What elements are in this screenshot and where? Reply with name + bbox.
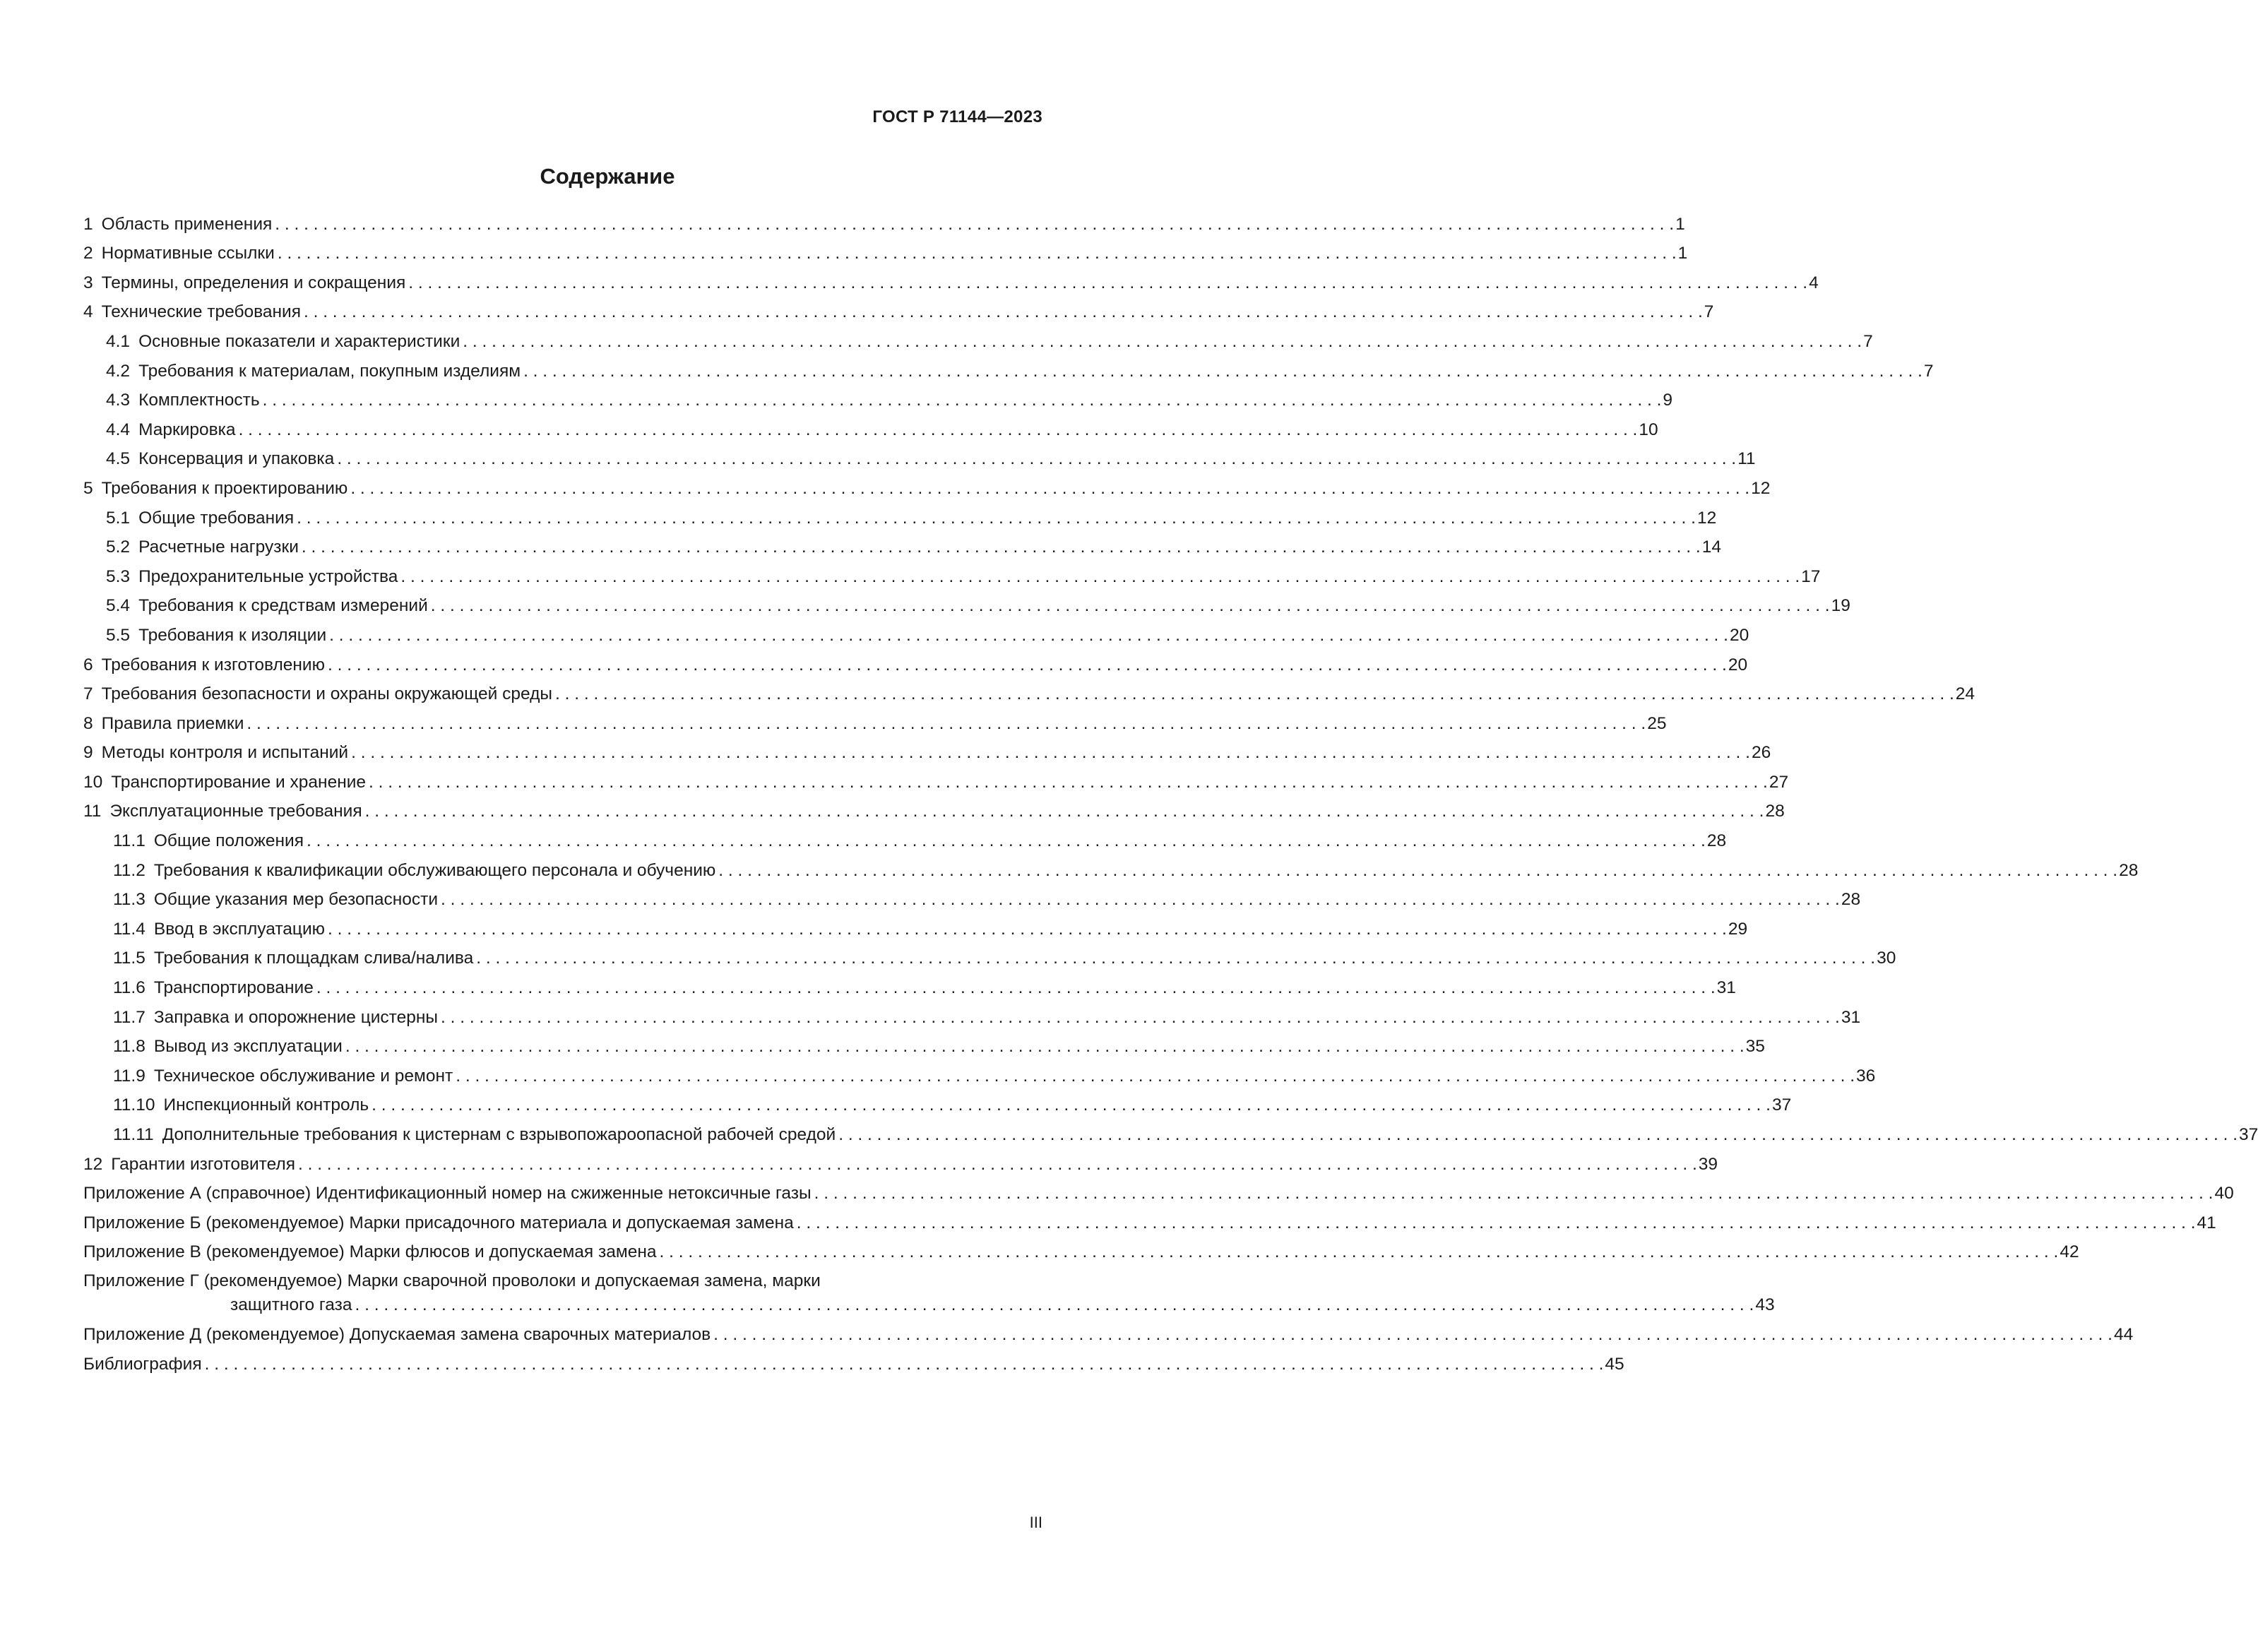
toc-page-number: 25 — [1647, 713, 1667, 733]
toc-page-number: 42 — [2060, 1242, 2079, 1262]
toc-row[interactable] — [83, 1146, 1718, 1175]
toc-row[interactable] — [83, 352, 1934, 382]
toc-row[interactable] — [83, 588, 1850, 617]
toc-page-number: 7 — [1923, 361, 1934, 381]
toc-entry-text — [83, 801, 365, 822]
toc-entry-text — [83, 1213, 797, 1234]
dot-leader — [718, 860, 2117, 881]
toc-row[interactable] — [83, 441, 1756, 470]
toc-page-number: 27 — [1769, 772, 1789, 792]
section-title: Вывод из эксплуатации — [153, 1037, 343, 1057]
toc-entry-text — [113, 860, 718, 881]
toc-row[interactable] — [83, 881, 1861, 911]
toc-row[interactable] — [83, 558, 1821, 588]
section-title: Правила приемки — [101, 713, 244, 733]
section-title: Общие требования — [138, 508, 295, 528]
dot-leader — [304, 302, 1703, 323]
toc-page-number: 41 — [2197, 1213, 2216, 1232]
toc-page-number: 37 — [1771, 1095, 1792, 1115]
appendix-title: Приложение Б (рекомендуемое) Марки присадочного материала и допускаемая замена — [83, 1213, 794, 1232]
section-title: Требования к изоляции — [138, 625, 327, 645]
appendix-title-line1: Приложение Г (рекомендуемое) Марки сварочной проволоки и допускаемая замена, марки — [83, 1271, 821, 1291]
toc-page-number: 28 — [2119, 860, 2139, 880]
toc-row[interactable] — [83, 793, 1785, 823]
section-number: 8 — [83, 713, 93, 733]
toc-row[interactable] — [83, 676, 1975, 706]
section-title: Методы контроля и испытаний — [101, 743, 349, 763]
toc-page-number: 29 — [1728, 919, 1748, 939]
toc-entry-text — [83, 478, 350, 499]
section-title: Маркировка — [138, 420, 236, 439]
section-title: Нормативные ссылки — [101, 244, 275, 263]
toc-row[interactable] — [83, 940, 1896, 970]
section-title: Расчетные нагрузки — [138, 537, 299, 557]
toc-entry-text — [106, 390, 263, 411]
dot-leader — [263, 390, 1662, 411]
toc-row[interactable] — [83, 411, 1658, 441]
dot-leader — [328, 919, 1727, 940]
section-number: 5.1 — [106, 508, 131, 528]
toc-entry-text — [83, 742, 351, 763]
section-title: Технические требования — [101, 302, 301, 322]
section-number: 5 — [83, 478, 93, 498]
toc-entry-text — [113, 1095, 372, 1116]
dot-leader — [476, 948, 1875, 969]
dot-leader — [275, 214, 1674, 235]
toc-page-number: 7 — [1863, 331, 1873, 351]
section-title: Требования к материалам, покупным изделиям — [138, 361, 521, 381]
toc-page-number: 11 — [1737, 449, 1756, 469]
section-number: 11.9 — [113, 1066, 145, 1086]
dot-leader — [441, 889, 1840, 910]
toc-page-number: 10 — [1639, 420, 1658, 439]
toc-entry-text — [113, 919, 328, 940]
toc-page-number: 39 — [1698, 1154, 1718, 1174]
toc-row[interactable] — [83, 1087, 1792, 1117]
section-number: 4.3 — [106, 391, 131, 410]
section-number: 11.4 — [113, 919, 145, 939]
dot-leader — [351, 742, 1750, 763]
bibliography-title: Библиография — [83, 1354, 202, 1374]
dot-leader — [441, 1007, 1840, 1028]
dot-leader — [555, 684, 1954, 705]
toc-page-number: 12 — [1751, 478, 1771, 498]
toc-row[interactable] — [83, 1028, 1765, 1058]
toc-row[interactable] — [83, 617, 1749, 646]
dot-leader — [297, 508, 1696, 529]
section-number: 11.11 — [113, 1125, 154, 1144]
section-title: Эксплуатационные требования — [109, 802, 362, 821]
section-number: 9 — [83, 743, 93, 763]
section-number: 1 — [83, 214, 93, 234]
dot-leader — [328, 655, 1727, 676]
section-number: 2 — [83, 244, 93, 263]
dot-leader — [660, 1242, 2059, 1263]
toc-entry-text — [106, 537, 302, 558]
toc-entry-text — [113, 1036, 345, 1057]
dot-leader — [329, 625, 1728, 646]
toc-entry-text — [83, 1242, 660, 1263]
toc-entry-text — [113, 977, 316, 999]
dot-leader — [431, 595, 1830, 617]
appendix-title-line2-row — [83, 1295, 1775, 1316]
section-title: Требования безопасности и охраны окружающей среды — [101, 684, 552, 704]
toc-entry-text — [106, 361, 523, 382]
dot-leader — [456, 1066, 1855, 1087]
section-number: 5.4 — [106, 596, 131, 616]
dot-leader — [246, 713, 1646, 735]
toc-row[interactable] — [83, 646, 1748, 676]
toc-entry-text — [113, 889, 441, 910]
toc-page-number: 44 — [2113, 1324, 2134, 1344]
toc-entry-text — [113, 1066, 456, 1087]
toc-row[interactable] — [83, 735, 1771, 764]
appendix-entry-block — [83, 1271, 1775, 1316]
dot-leader — [278, 243, 1677, 264]
dot-leader — [307, 831, 1706, 852]
toc-page-number: 24 — [1955, 684, 1975, 704]
section-number: 5.3 — [106, 566, 131, 586]
section-number: 11.7 — [113, 1007, 145, 1027]
toc-page-number: 9 — [1663, 391, 1673, 410]
toc-entry-text — [106, 448, 337, 470]
section-number: 10 — [83, 772, 103, 792]
appendix-title: Приложение В (рекомендуемое) Марки флюсов и допускаемая замена — [83, 1242, 657, 1262]
toc-row[interactable] — [83, 470, 1771, 499]
toc-row[interactable] — [83, 323, 1873, 352]
toc-page-number: 14 — [1701, 537, 1721, 557]
toc-page-number: 28 — [1765, 802, 1785, 821]
dot-leader — [408, 273, 1807, 294]
toc-row[interactable] — [83, 1116, 2258, 1146]
dot-leader — [713, 1324, 2113, 1345]
section-title: Требования к изготовлению — [101, 655, 325, 675]
section-title: Комплектность — [138, 391, 260, 410]
section-number: 11 — [83, 802, 102, 821]
dot-leader — [365, 801, 1764, 822]
appendix-row[interactable] — [83, 1175, 2234, 1205]
toc-entry-text — [83, 214, 275, 235]
appendix-title: Приложение Д (рекомендуемое) Допускаемая замена сварочных материалов — [83, 1324, 711, 1344]
toc-entry-text — [83, 713, 246, 735]
toc-entry-text — [83, 772, 369, 793]
toc-entry-text — [83, 273, 408, 294]
section-number: 7 — [83, 684, 93, 704]
toc-page-number: 30 — [1877, 949, 1896, 968]
toc-row[interactable] — [83, 235, 1688, 265]
toc-row[interactable] — [83, 499, 1717, 529]
section-number: 4.1 — [106, 331, 131, 351]
dot-leader — [797, 1213, 2196, 1234]
toc-entry-text — [83, 1324, 713, 1345]
toc-entry-text — [106, 420, 239, 441]
dot-leader — [302, 537, 1701, 558]
section-title: Область применения — [101, 214, 273, 234]
toc-row[interactable] — [83, 294, 1714, 323]
toc-page-number: 31 — [1716, 978, 1736, 998]
toc-entry-text — [83, 1354, 205, 1375]
toc-entry-text — [83, 243, 278, 264]
section-title: Требования к проектированию — [101, 478, 348, 498]
dot-leader — [355, 1295, 1754, 1316]
section-number: 4.5 — [106, 449, 131, 469]
toc-entry-text — [83, 684, 555, 705]
section-title: Ввод в эксплуатацию — [153, 919, 326, 939]
dot-leader — [205, 1354, 1604, 1375]
section-title: Заправка и опорожнение цистерны — [153, 1007, 439, 1027]
section-title: Требования к площадкам слива/налива — [153, 949, 474, 968]
toc-page-number: 43 — [1755, 1295, 1775, 1315]
toc-row[interactable] — [83, 1057, 1876, 1087]
section-title: Общие указания мер безопасности — [153, 890, 439, 910]
toc-entry-text — [106, 566, 400, 588]
page-title: Содержание — [540, 164, 675, 189]
toc-entry-text — [83, 1154, 298, 1175]
toc-entry-text — [83, 655, 328, 676]
toc-entry-text — [113, 1124, 838, 1146]
bibliography-row[interactable] — [83, 1345, 1624, 1375]
dot-leader — [316, 977, 1716, 999]
section-number: 5.2 — [106, 537, 131, 557]
toc-row[interactable] — [83, 382, 1673, 412]
appendix-row[interactable] — [83, 1316, 2134, 1345]
dot-leader — [400, 566, 1800, 588]
appendix-row[interactable] — [83, 1204, 2216, 1234]
toc-page-number: 26 — [1751, 743, 1771, 763]
section-title: Консервация и упаковка — [138, 449, 335, 469]
toc-entry-text — [106, 595, 431, 617]
toc-page-number: 1 — [1677, 244, 1688, 263]
dot-leader — [372, 1095, 1771, 1116]
toc-page-number: 7 — [1704, 302, 1714, 322]
toc-page-number: 1 — [1675, 214, 1685, 234]
section-number: 11.1 — [113, 831, 145, 851]
section-title: Техническое обслуживание и ремонт — [153, 1066, 453, 1086]
toc-entry-text — [106, 508, 297, 529]
toc-row[interactable] — [83, 969, 1736, 999]
section-title: Инспекционный контроль — [163, 1095, 369, 1115]
section-title: Общие положения — [153, 831, 304, 851]
toc-entry-text — [113, 1007, 441, 1028]
section-number: 6 — [83, 655, 93, 675]
page-number: III — [1029, 1514, 1042, 1531]
toc-row[interactable] — [83, 822, 1727, 852]
section-number: 5.5 — [106, 625, 131, 645]
toc-entry-text — [113, 831, 307, 852]
section-title: Транспортирование и хранение — [111, 772, 367, 792]
appendix-row[interactable] — [83, 1263, 1775, 1316]
section-title: Основные показатели и характеристики — [138, 331, 460, 351]
section-number: 11.2 — [113, 860, 145, 880]
section-number: 11.3 — [113, 890, 145, 910]
section-title: Гарантии изготовителя — [111, 1154, 295, 1174]
toc-row[interactable] — [83, 910, 1748, 940]
section-number: 12 — [83, 1154, 103, 1174]
toc-row[interactable] — [83, 529, 1721, 559]
dot-leader — [463, 331, 1862, 352]
section-title: Предохранительные устройства — [138, 566, 398, 586]
toc-page-number: 19 — [1831, 596, 1850, 616]
toc-page-number: 28 — [1841, 890, 1861, 910]
table-of-contents — [83, 206, 2258, 1375]
toc-page-number: 37 — [2239, 1125, 2258, 1144]
toc-page-number: 4 — [1809, 273, 1819, 292]
toc-page-number: 36 — [1856, 1066, 1876, 1086]
section-title: Дополнительные требования к цистернам с взрывопожароопасной рабочей средой — [162, 1125, 836, 1144]
section-title: Требования к квалификации обслуживающего персонала и обучению — [153, 860, 716, 880]
toc-page-number: 20 — [1728, 655, 1748, 675]
toc-row[interactable] — [83, 852, 2139, 881]
dot-leader — [337, 448, 1736, 470]
toc-entry-text — [83, 302, 304, 323]
section-number: 4.2 — [106, 361, 131, 381]
toc-row[interactable] — [83, 264, 1819, 294]
toc-entry-text — [83, 1183, 814, 1204]
toc-page-number: 20 — [1729, 625, 1749, 645]
toc-row[interactable] — [83, 763, 1789, 793]
dot-leader — [239, 420, 1638, 441]
section-number: 11.5 — [113, 949, 145, 968]
appendix-title: Приложение А (справочное) Идентификационный номер на сжиженные нетоксичные газы — [83, 1184, 812, 1204]
toc-page-number: 31 — [1841, 1007, 1861, 1027]
toc-entry-text — [106, 625, 329, 646]
dot-leader — [369, 772, 1768, 793]
toc-page-number: 45 — [1605, 1354, 1624, 1374]
dot-leader — [838, 1124, 2238, 1146]
section-number: 4 — [83, 302, 93, 322]
document-id-header: ГОСТ Р 71144—2023 — [872, 107, 1042, 126]
toc-row[interactable] — [83, 705, 1667, 735]
toc-page-number: 28 — [1706, 831, 1727, 851]
toc-page-number: 40 — [2214, 1184, 2234, 1204]
toc-page-number: 17 — [1801, 566, 1821, 586]
appendix-row[interactable] — [83, 1234, 2079, 1264]
toc-row[interactable] — [83, 206, 1685, 235]
dot-leader — [298, 1154, 1697, 1175]
section-number: 11.8 — [113, 1037, 145, 1057]
dot-leader — [523, 361, 1923, 382]
section-number: 4.4 — [106, 420, 131, 439]
toc-entry-text — [106, 331, 463, 352]
toc-row[interactable] — [83, 999, 1861, 1028]
dot-leader — [814, 1183, 2214, 1204]
section-number: 3 — [83, 273, 93, 292]
dot-leader — [350, 478, 1749, 499]
appendix-title-line2: защитного газа — [83, 1295, 355, 1316]
section-number: 11.10 — [113, 1095, 155, 1115]
section-title: Транспортирование — [153, 978, 314, 998]
toc-page-number: 35 — [1745, 1037, 1765, 1057]
section-title: Термины, определения и сокращения — [101, 273, 406, 292]
section-title: Требования к средствам измерений — [138, 596, 428, 616]
dot-leader — [345, 1036, 1745, 1057]
section-number: 11.6 — [113, 978, 145, 998]
toc-page-number: 12 — [1697, 508, 1717, 528]
toc-entry-text — [113, 948, 476, 969]
